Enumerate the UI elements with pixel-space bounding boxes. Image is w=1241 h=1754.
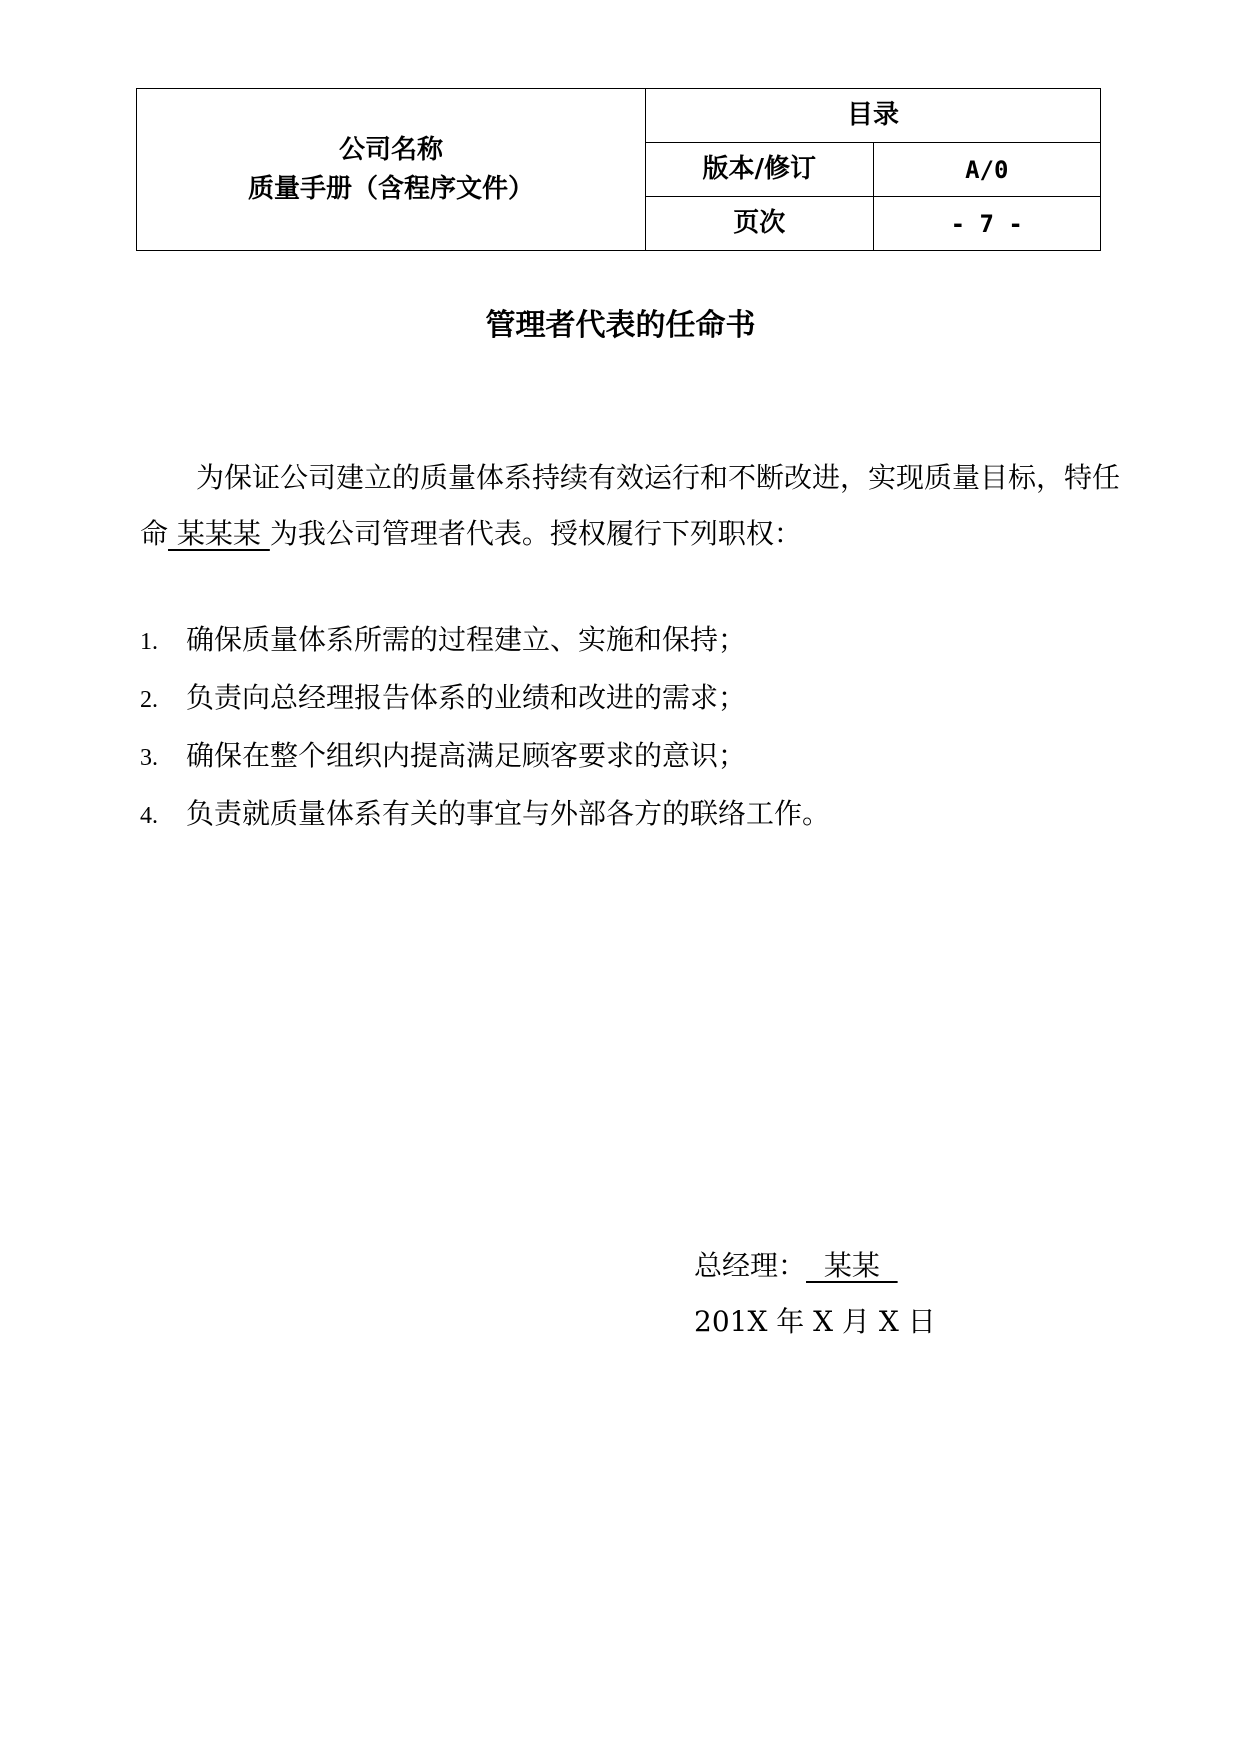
list-item-number: 2. — [140, 687, 158, 713]
list-item-text: 确保质量体系所需的过程建立、实施和保持； — [186, 623, 747, 656]
document-title: 管理者代表的任命书 — [485, 308, 756, 343]
company-info-cell — [137, 89, 646, 251]
page-label: 页次 — [646, 197, 874, 251]
intro-text-after: 为我公司管理者代表。授权履行下列职权： — [269, 517, 802, 550]
signature-line — [694, 1238, 936, 1294]
list-item-number: 3. — [140, 745, 158, 771]
signature-date: 201X 年 X 月 X 日 — [694, 1305, 936, 1338]
list-item — [140, 786, 830, 844]
company-name: 公司名称 — [338, 134, 443, 165]
page-number: - 7 - — [873, 197, 1101, 251]
section-title: 目录 — [646, 89, 1101, 143]
list-item — [140, 612, 830, 670]
manual-title: 质量手册（含程序文件） — [247, 173, 534, 204]
list-item-number: 1. — [140, 629, 158, 655]
version-label: 版本/修订 — [646, 143, 874, 197]
signature-block — [694, 1238, 936, 1350]
version-value: A/0 — [873, 143, 1101, 197]
list-item — [140, 670, 830, 728]
signature-label: 总经理： — [694, 1249, 807, 1282]
list-item-text: 负责就质量体系有关的事宜与外部各方的联络工作。 — [186, 797, 831, 830]
list-item-text: 确保在整个组织内提高满足顾客要求的意识； — [186, 739, 747, 772]
list-item-number: 4. — [140, 803, 158, 829]
signer-name: 某某 — [806, 1249, 898, 1282]
intro-text-before: 为保证公司建立的质量体系持续有效运行和不断改进，实现质量目标，特任命 — [140, 461, 1121, 550]
duty-list — [140, 612, 830, 844]
list-item-text: 负责向总经理报告体系的业绩和改进的需求； — [186, 681, 747, 714]
document-header-table — [136, 88, 1101, 251]
appointment-paragraph — [140, 450, 1120, 562]
appointee-name: 某某某 — [168, 517, 270, 550]
list-item — [140, 728, 830, 786]
